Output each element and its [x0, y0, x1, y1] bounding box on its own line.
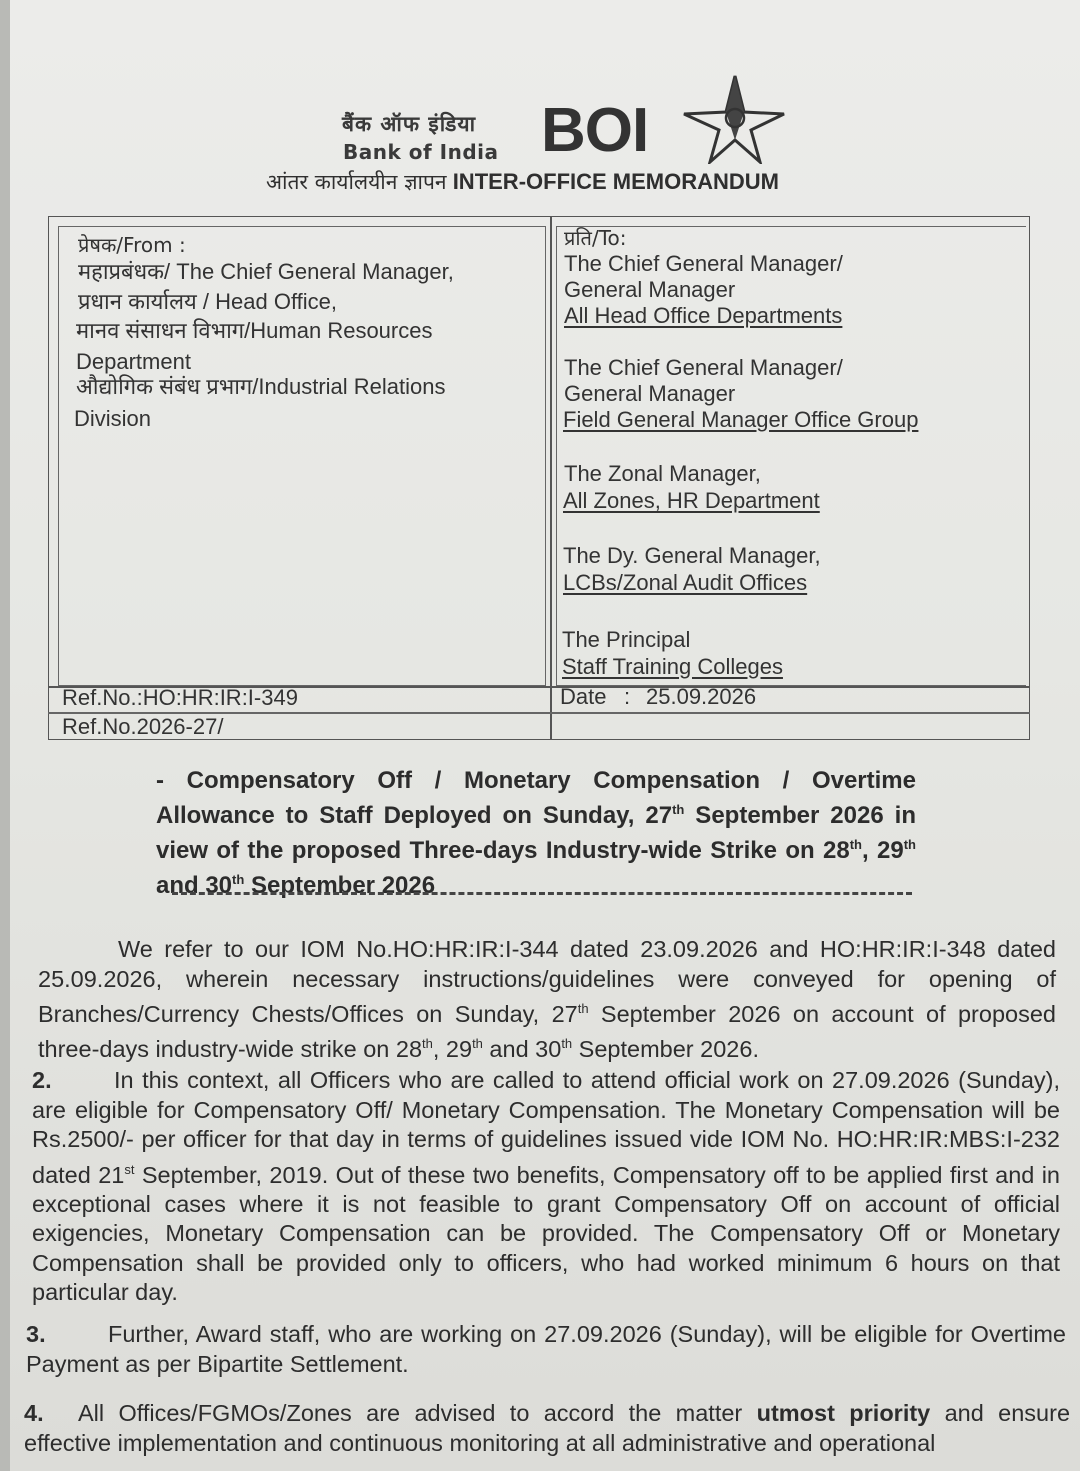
table-divider-vertical: [550, 216, 552, 740]
logo-english-text: Bank of India: [343, 140, 499, 164]
logo-hindi-text: बैंक ऑफ इंडिया: [342, 112, 477, 136]
to-group2-dept: Field General Manager Office Group: [563, 407, 919, 432]
memo-subject: - Compensatory Off / Monetary Compensation / Overtime Allowance to Staff Deployed on Sunday, 27th September 2026 in view of the proposed Three-days Industry-wide Strike on 28th, 29th and 30th September 2026: [156, 767, 916, 899]
ref-number-2: Ref.No.2026-27/: [62, 714, 224, 739]
to-group5-dept: Staff Training Colleges: [562, 654, 783, 679]
from-line-1: महाप्रबंधक/ The Chief General Manager,: [78, 259, 454, 284]
to-label: प्रति/To:: [564, 226, 627, 250]
logo-boi-mark: BOI: [541, 96, 649, 165]
subject-underline: [172, 892, 912, 895]
from-label: प्रेषक/From :: [78, 233, 186, 257]
from-line-4: Department: [76, 349, 191, 374]
paragraph-4-bold: utmost priority: [756, 1400, 931, 1426]
to-group4-line1: The Dy. General Manager,: [563, 543, 821, 568]
to-group1-line1: The Chief General Manager/: [564, 251, 843, 276]
paragraph-3-text: Further, Award staff, who are working on 27.09.2026 (Sunday), will be eligible for Overtime Payment as per Bipartite Settlement.: [26, 1321, 1066, 1377]
from-line-5: औद्योगिक संबंध प्रभाग/Industrial Relations: [76, 374, 446, 399]
paragraph-4-text-b: and ensure effective implementation and continuous monitoring at all administrative and operational: [24, 1400, 1071, 1456]
paragraph-1: We refer to our IOM No.HO:HR:IR:I-344 dated 23.09.2026 and HO:HR:IR:I-348 dated 25.09.2026, wherein necessary instructions/guidelines were conveyed for opening of Branches/Currency Chests/Offices on Sunday, 27th September 2026 on account of proposed three-days industry-wide strike on 28th, 29th and 30th September 2026.: [38, 936, 1056, 1063]
paragraph-4: [24, 1399, 1070, 1458]
to-group3-line1: The Zonal Manager,: [564, 461, 761, 486]
date-value: 25.09.2026: [646, 684, 757, 709]
paragraph-4-number: 4.: [24, 1400, 44, 1426]
paragraph-2-number: 2.: [32, 1067, 52, 1093]
paragraph-4-text-a: All Offices/FGMOs/Zones are advised to accord the matter: [78, 1400, 743, 1426]
paragraph-3: [26, 1320, 1066, 1379]
from-line-6: Division: [74, 406, 152, 431]
to-group1-dept: All Head Office Departments: [564, 303, 843, 328]
to-group1-line2: General Manager: [564, 277, 736, 302]
memo-title-english: INTER-OFFICE MEMORANDUM: [452, 169, 779, 194]
to-group4-dept: LCBs/Zonal Audit Offices: [563, 570, 808, 595]
memo-title: [266, 168, 866, 196]
from-line-3: मानव संसाधन विभाग/Human Resources: [76, 318, 433, 343]
date-separator: :: [624, 684, 631, 709]
ref-number-1: Ref.No.:HO:HR:IR:I-349: [62, 685, 298, 710]
to-group3-dept: All Zones, HR Department: [563, 488, 820, 513]
to-group2-line1: The Chief General Manager/: [564, 355, 843, 380]
from-line-2: प्रधान कार्यालय / Head Office,: [78, 289, 338, 314]
to-group2-line2: General Manager: [564, 381, 736, 406]
paragraph-2: 2. In this context, all Officers who are called to attend official work on 27.09.2026 (Sunday), are eligible for Compensatory Off/ Monetary Compensation. The Monetary Compensation will be Rs.2500/- per officer for that day in terms of guidelines issued vide IOM No. HO:HR:IR:MBS:I-232 dated 21st September, 2019. Out of these two benefits, Compensatory off to be applied first and in exceptional cases where it is not feasible to grant Compensatory Off on account of official exigencies, Monetary Compensation can be provided. The Compensatory Off or Monetary Compensation shall be provided only to officers, who had worked minimum 6 hours on that particular day.: [32, 1067, 1061, 1306]
date-label: Date: [560, 684, 607, 709]
to-group5-line1: The Principal: [562, 627, 691, 652]
star-logo-icon: [680, 74, 790, 164]
paragraph-3-number: 3.: [26, 1321, 46, 1347]
memo-title-hindi: आंतर कार्यालयीन ज्ञापन: [266, 170, 447, 194]
left-edge-shadow: [0, 0, 10, 1471]
